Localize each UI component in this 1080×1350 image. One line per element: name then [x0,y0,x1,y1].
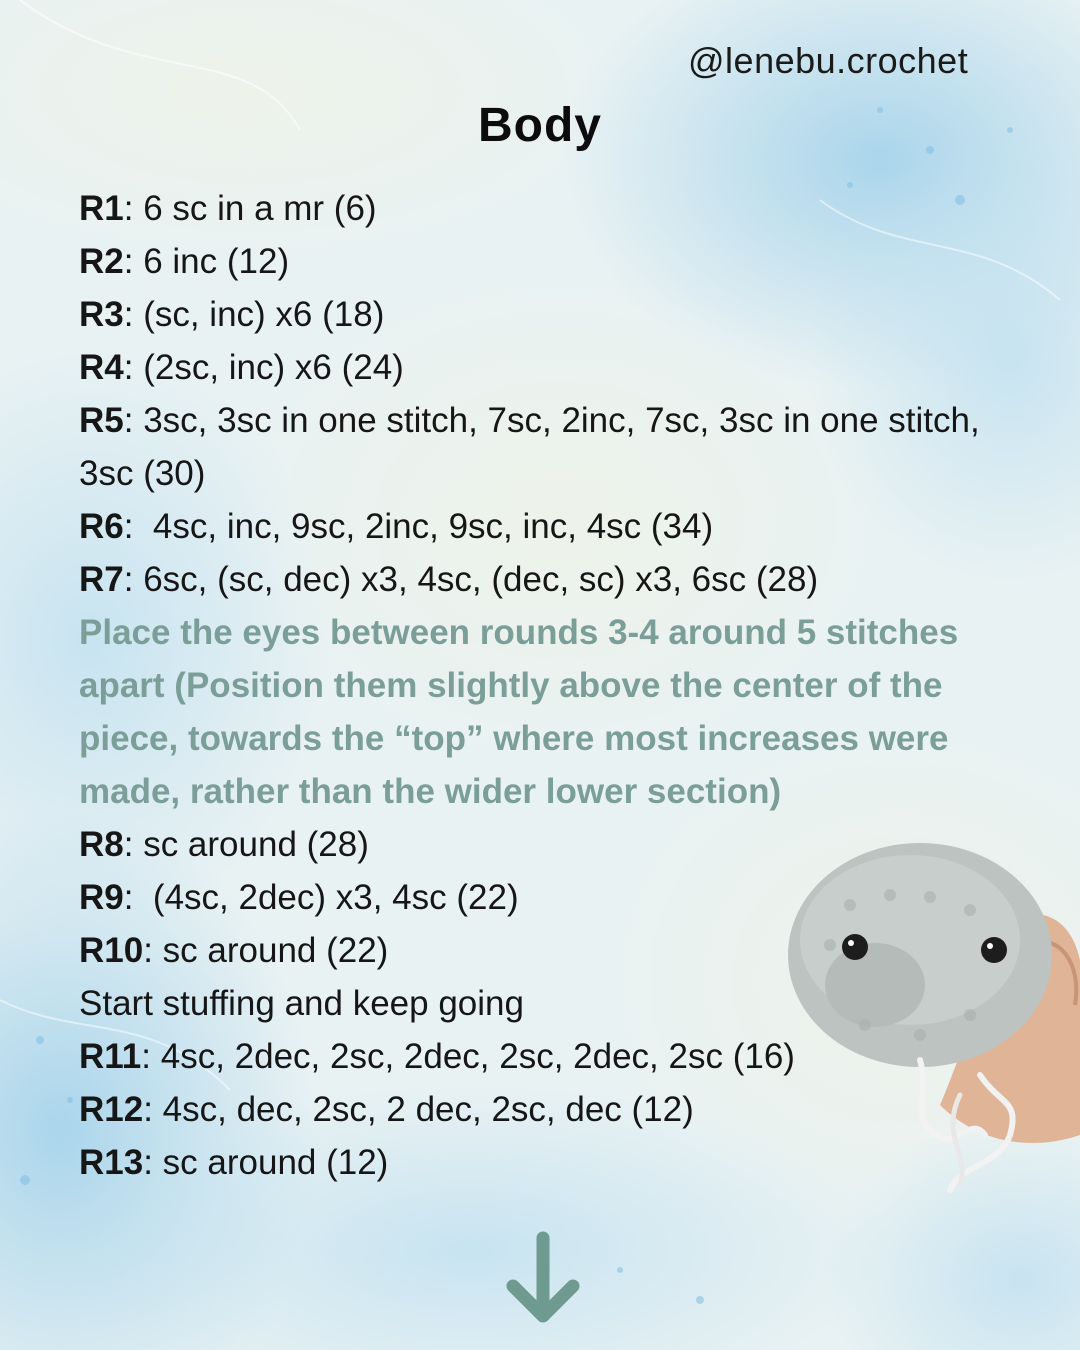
round-label: R5 [79,401,124,440]
round-text: : (4sc, 2dec) x3, 4sc (22) [123,878,519,917]
round-text: : (sc, inc) x6 (18) [123,295,385,334]
round-line [79,341,999,394]
author-handle: @lenebu.crochet [688,40,969,81]
round-line [79,182,999,235]
round-text: : 4sc, inc, 9sc, 2inc, 9sc, inc, 4sc (34) [123,507,714,546]
round-text: : 6sc, (sc, dec) x3, 4sc, (dec, sc) x3, 6sc (28) [123,560,819,599]
stuffing-instruction: Start stuffing and keep going [79,984,524,1023]
round-text: : sc around (22) [143,931,389,970]
round-label: R10 [79,931,144,970]
round-label: R9 [79,878,124,917]
round-text: : 4sc, dec, 2sc, 2 dec, 2sc, dec (12) [143,1090,694,1129]
pattern-body [79,182,999,1189]
round-line [79,1030,999,1083]
page-title: Body [478,99,602,152]
round-label: R11 [79,1037,142,1076]
round-line [79,500,999,553]
round-line [79,818,999,871]
round-text: : 4sc, 2dec, 2sc, 2dec, 2sc, 2dec, 2sc (16) [141,1037,795,1076]
round-text: : sc around (12) [143,1143,389,1182]
round-text: : 6 inc (12) [123,242,290,281]
round-label: R2 [79,242,124,281]
arrow-down-icon [505,1230,581,1325]
round-label: R13 [79,1143,144,1182]
round-label: R1 [79,189,124,228]
eye-placement-note: Place the eyes between rounds 3-4 around 5 stitches apart (Position them slightly above the center of the piece, towards the “top” where most increases were made, rather than the wider lower section) [79,613,959,811]
round-line [79,924,999,977]
round-line [79,235,999,288]
round-label: R7 [79,560,124,599]
round-line [79,1136,999,1189]
round-label: R6 [79,507,124,546]
round-line [79,871,999,924]
round-line [79,288,999,341]
round-label: R8 [79,825,124,864]
round-label: R12 [79,1090,144,1129]
round-text: : sc around (28) [123,825,369,864]
round-label: R4 [79,348,124,387]
round-text: : 3sc, 3sc in one stitch, 7sc, 2inc, 7sc, 3sc in one stitch, 3sc (30) [79,401,990,493]
round-text: : 6 sc in a mr (6) [123,189,377,228]
round-text: : (2sc, inc) x6 (24) [123,348,404,387]
round-line [79,553,999,606]
round-line [79,394,999,500]
round-label: R3 [79,295,124,334]
round-line [79,1083,999,1136]
